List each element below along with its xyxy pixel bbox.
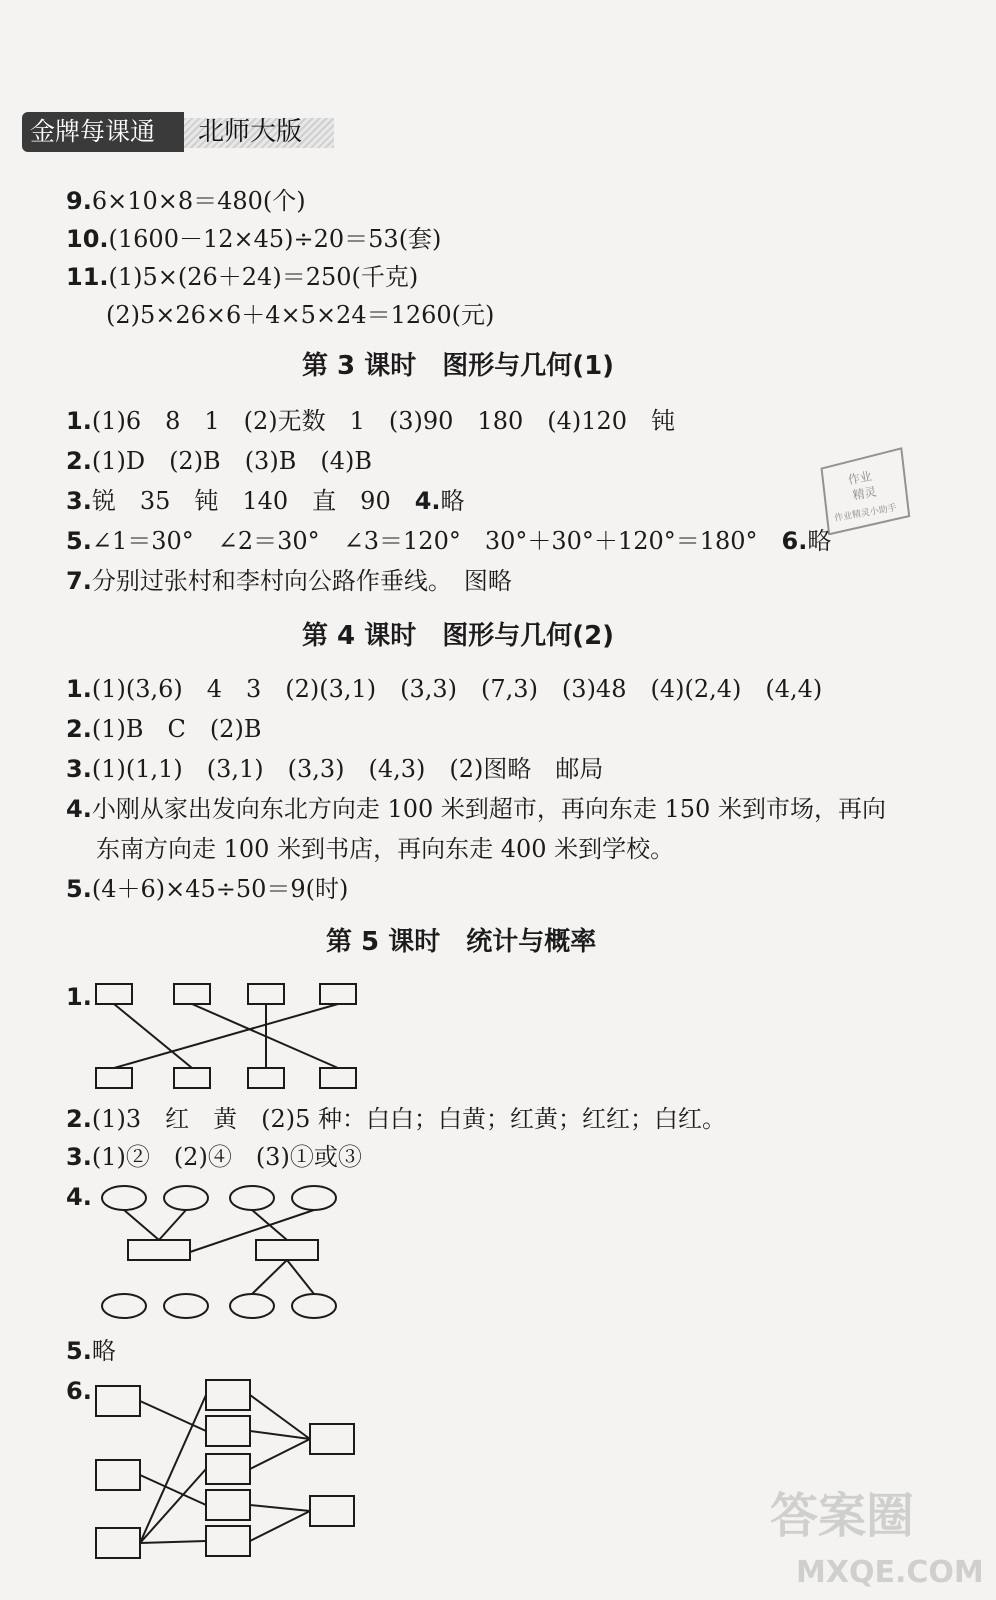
d4-top-oval-3 (230, 1186, 274, 1210)
stamp-line-1: 作业 (846, 469, 873, 488)
s4-answer-4-cont: 东南方向走 100 米到书店，再向东走 400 米到学校。 (96, 835, 675, 863)
d4-link (252, 1260, 287, 1294)
d1-top-box-2 (174, 984, 210, 1004)
d1-bottom-box-3 (248, 1068, 284, 1088)
d4-box-2 (256, 1240, 318, 1260)
s4-answer-2: 2.(1)B C (2)B (66, 715, 262, 743)
d4-link (159, 1210, 186, 1240)
answer-11-2: (2)5×26×6＋4×5×24＝1260(元) (106, 301, 495, 329)
s4-answer-1: 1.(1)(3,6) 4 3 (2)(3,1) (3,3) (7,3) (3)48 (4)(2,4) (4,4) (66, 675, 823, 703)
watermark-line-2: MXQE.COM (796, 1555, 984, 1590)
header-brand: 金牌每课通 (30, 117, 156, 146)
d4-link (287, 1260, 314, 1294)
d1-bottom-box-4 (320, 1068, 356, 1088)
d1-bottom-box-1 (96, 1068, 132, 1088)
d1-bottom-box-2 (174, 1068, 210, 1088)
s5-answer-5: 5.略 (66, 1337, 116, 1365)
answer-11-1: 11.(1)5×(26＋24)＝250(千克) (66, 263, 419, 291)
d6-link (140, 1541, 206, 1543)
d6-mid-box-4 (206, 1490, 250, 1520)
section-5-title: 第 5 课时 统计与概率 (326, 927, 597, 957)
d4-top-oval-4 (292, 1186, 336, 1210)
s4-answer-4: 4.小刚从家出发向东北方向走 100 米到超市，再向东走 150 米到市场，再向 (66, 795, 886, 823)
d6-link (250, 1505, 310, 1511)
d6-link (250, 1511, 310, 1541)
d4-link (190, 1210, 314, 1252)
d4-top-oval-1 (102, 1186, 146, 1210)
d6-right-box-1 (310, 1424, 354, 1454)
s4-answer-3: 3.(1)(1,1) (3,1) (3,3) (4,3) (2)图略 邮局 (66, 755, 604, 783)
watermark-line-1: 答案圈 (770, 1488, 915, 1544)
d4-bottom-oval-1 (102, 1294, 146, 1318)
d4-bottom-oval-3 (230, 1294, 274, 1318)
d1-top-box-3 (248, 984, 284, 1004)
watermark (760, 1470, 990, 1595)
d6-mid-box-5 (206, 1526, 250, 1556)
d4-link (124, 1210, 159, 1240)
d6-link (250, 1439, 310, 1469)
d4-top-oval-2 (164, 1186, 208, 1210)
d6-left-box-2 (96, 1460, 140, 1490)
d6-mid-box-3 (206, 1454, 250, 1484)
d4-bottom-oval-2 (164, 1294, 208, 1318)
stamp-line-3: 作业精灵小助手 (833, 503, 898, 524)
answer-10: 10.(1600－12×45)÷20＝53(套) (66, 225, 442, 253)
d6-mid-box-2 (206, 1416, 250, 1446)
d4-box-1 (128, 1240, 190, 1260)
s3-answer-2: 2.(1)D (2)B (3)B (4)B (66, 447, 372, 475)
s4-answer-5: 5.(4＋6)×45÷50＝9(时) (66, 875, 349, 903)
s5-answer-2: 2.(1)3 红 黄 (2)5 种：白白；白黄；红黄；红红；白红。 (66, 1105, 726, 1133)
s5-answer-3: 3.(1)② (2)④ (3)①或③ (66, 1143, 362, 1171)
d1-link (114, 1004, 338, 1068)
diagram-4 (102, 1186, 336, 1318)
diagram-6 (96, 1380, 354, 1558)
section-4-title: 第 4 课时 图形与几何(2) (302, 621, 615, 651)
d1-top-box-4 (320, 984, 356, 1004)
answer-9: 9.6×10×8＝480(个) (66, 187, 306, 215)
d1-top-box-1 (96, 984, 132, 1004)
s5-q4-label: 4. (66, 1183, 92, 1211)
stamp-line-2: 精灵 (851, 484, 878, 503)
d6-right-box-2 (310, 1496, 354, 1526)
s3-answer-7: 7.分别过张村和李村向公路作垂线。 图略 (66, 567, 512, 595)
d6-link (140, 1395, 206, 1543)
header-edition: 北师大版 (198, 117, 303, 147)
s3-answer-1: 1.(1)6 8 1 (2)无数 1 (3)90 180 (4)120 钝 (66, 407, 676, 435)
d6-mid-box-1 (206, 1380, 250, 1410)
d1-link (114, 1004, 192, 1068)
stamp-logo (812, 445, 922, 535)
section-3-title: 第 3 课时 图形与几何(1) (302, 351, 615, 381)
diagram-1 (96, 984, 356, 1088)
s5-q6-label: 6. (66, 1377, 92, 1405)
d6-left-box-3 (96, 1528, 140, 1558)
s5-q1-label: 1. (66, 983, 92, 1011)
s3-answer-3: 3.锐 35 钝 140 直 90 4.略 (66, 487, 465, 515)
d4-bottom-oval-4 (292, 1294, 336, 1318)
s3-answer-5: 5.∠1＝30° ∠2＝30° ∠3＝120° 30°＋30°＋120°＝180° 6.略 (66, 527, 832, 555)
d6-left-box-1 (96, 1386, 140, 1416)
